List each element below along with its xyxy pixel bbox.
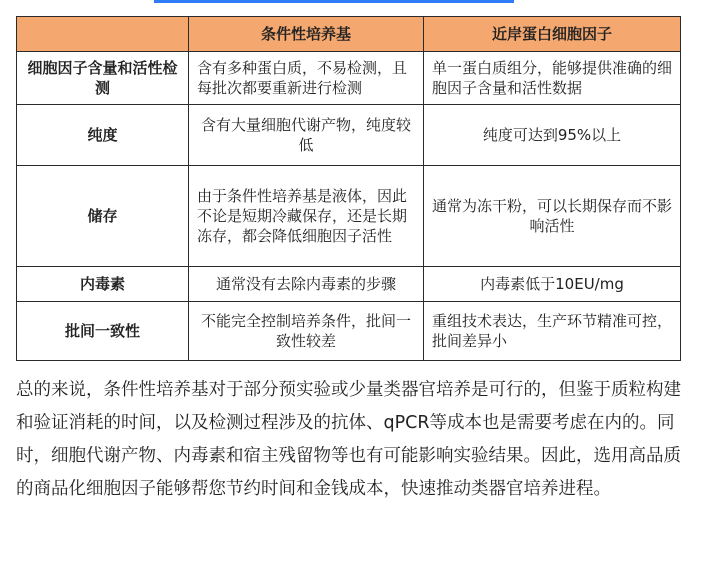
novoprotein-cell: 重组技术表达，生产环节精准可控，批间差异小 [424,302,681,361]
top-accent-bar [154,0,514,3]
comparison-table [16,16,681,361]
table-row [17,302,681,361]
header-corner-cell [17,17,189,52]
header-novoprotein-cytokine: 近岸蛋白细胞因子 [424,17,681,52]
conditioned-cell: 含有大量细胞代谢产物，纯度较低 [189,105,424,166]
novoprotein-cell: 通常为冻干粉，可以长期保存而不影响活性 [424,166,681,267]
novoprotein-cell: 内毒素低于10EU/mg [424,267,681,302]
table-row [17,52,681,105]
row-label: 内毒素 [17,267,189,302]
row-label: 储存 [17,166,189,267]
header-conditioned-medium: 条件性培养基 [189,17,424,52]
row-label: 细胞因子含量和活性检测 [17,52,189,105]
row-label: 批间一致性 [17,302,189,361]
conditioned-cell: 通常没有去除内毒素的步骤 [189,267,424,302]
novoprotein-cell: 纯度可达到95%以上 [424,105,681,166]
novoprotein-cell: 单一蛋白质组分，能够提供准确的细胞因子含量和活性数据 [424,52,681,105]
row-label: 纯度 [17,105,189,166]
summary-paragraph: 总的来说，条件性培养基对于部分预实验或少量类器官培养是可行的，但鉴于质粒构建和验证消耗的时间，以及检测过程涉及的抗体、qPCR等成本也是需要考虑在内的。同时，细胞代谢产物、内毒素和宿主残留物等也有可能影响实验结果。因此，选用高品质的商品化细胞因子能够帮您节约时间和金钱成本，快速推动类器官培养进程。 [16,380,681,499]
table-row [17,267,681,302]
table-header-row [17,17,681,52]
conditioned-cell: 不能完全控制培养条件，批间一致性较差 [189,302,424,361]
comparison-table-container [16,16,680,361]
conditioned-cell: 由于条件性培养基是液体，因此不论是短期冷藏保存，还是长期冻存，都会降低细胞因子活性 [189,166,424,267]
table-row [17,166,681,267]
conditioned-cell: 含有多种蛋白质，不易检测，且每批次都要重新进行检测 [189,52,424,105]
table-row [17,105,681,166]
